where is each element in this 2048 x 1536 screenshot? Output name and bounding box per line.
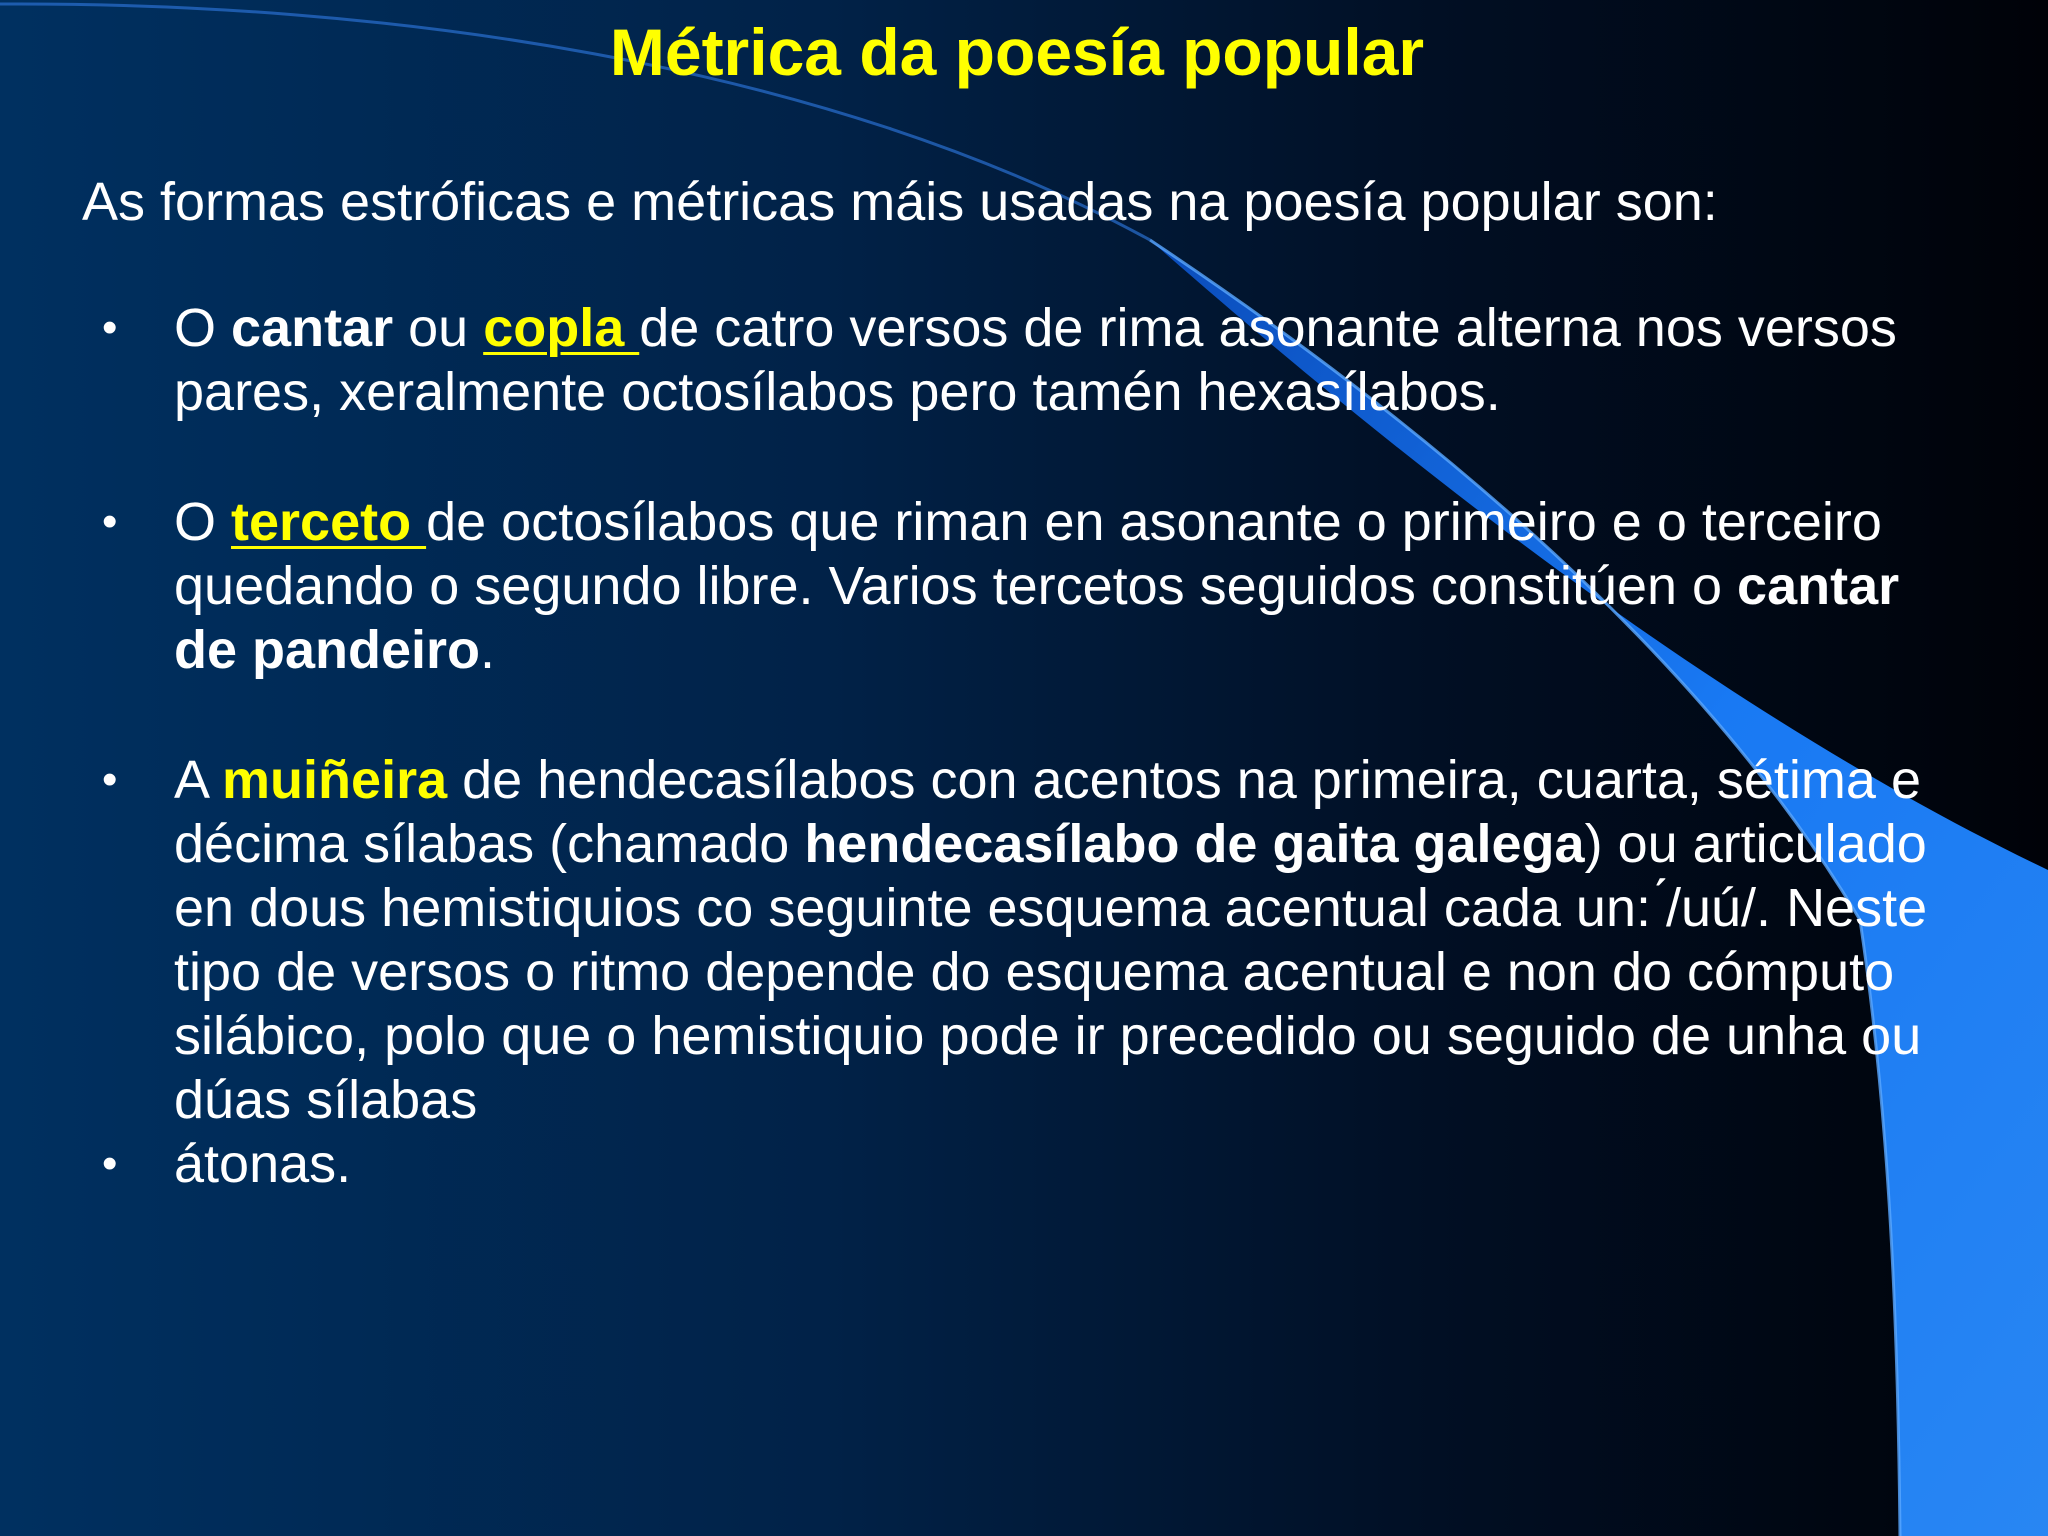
term-cantar: cantar — [231, 298, 394, 358]
bullet-item-cantar — [102, 296, 1934, 424]
term-muineira: muiñeira — [222, 750, 448, 810]
bullet-item-atonas — [102, 1132, 1934, 1196]
term-hendecasilabo-de-gaita-galega: hendecasílabo de gaita galega — [804, 814, 1585, 874]
bullet-text: de hendecasílabos con acentos na primeira, cuarta, sétima e décima sílabas (chamado — [174, 750, 1921, 874]
bullet-text: átonas. — [174, 1134, 352, 1194]
bullet-text: de octosílabos que riman en asonante o primeiro e o terceiro quedando o segundo libre. Varios tercetos seguidos constitúen o — [174, 492, 1882, 616]
slide-title: Métrica da poesía popular — [609, 15, 1425, 89]
term-copla-link[interactable]: copla — [483, 298, 640, 358]
bullet-item-terceto — [102, 490, 1934, 682]
bullet-icon: • — [102, 755, 118, 804]
bullet-item-muineira — [102, 748, 1934, 1132]
intro-text: As formas estróficas e métricas máis usadas na poesía popular son: — [82, 172, 1718, 232]
bullet-text: de catro versos de rima asonante alterna nos versos pares, xeralmente octosílabos pero tamén hexasílabos. — [174, 298, 1897, 422]
bullet-text: A — [174, 750, 223, 810]
bullet-icon: • — [102, 497, 118, 546]
bullet-icon: • — [102, 1139, 118, 1188]
bullet-text: ou — [393, 298, 484, 358]
term-terceto-link[interactable]: terceto — [231, 492, 427, 552]
bullet-text: O — [174, 298, 232, 358]
bullet-text: O — [174, 492, 232, 552]
bullet-text: . — [480, 620, 496, 680]
bullet-icon: • — [102, 303, 118, 352]
term-cantar-de-pandeiro: cantar de pandeiro — [174, 556, 1900, 680]
bullet-text: ) ou articulado en dous hemistiquios co seguinte esquema acentual cada un: ́/uú/. Neste tipo de versos o ritmo depende do esquema acentual e non do cómputo silábico, polo que o hemistiquio pode ir precedido ou seguido de unha ou dúas sílabas — [174, 814, 1928, 1130]
